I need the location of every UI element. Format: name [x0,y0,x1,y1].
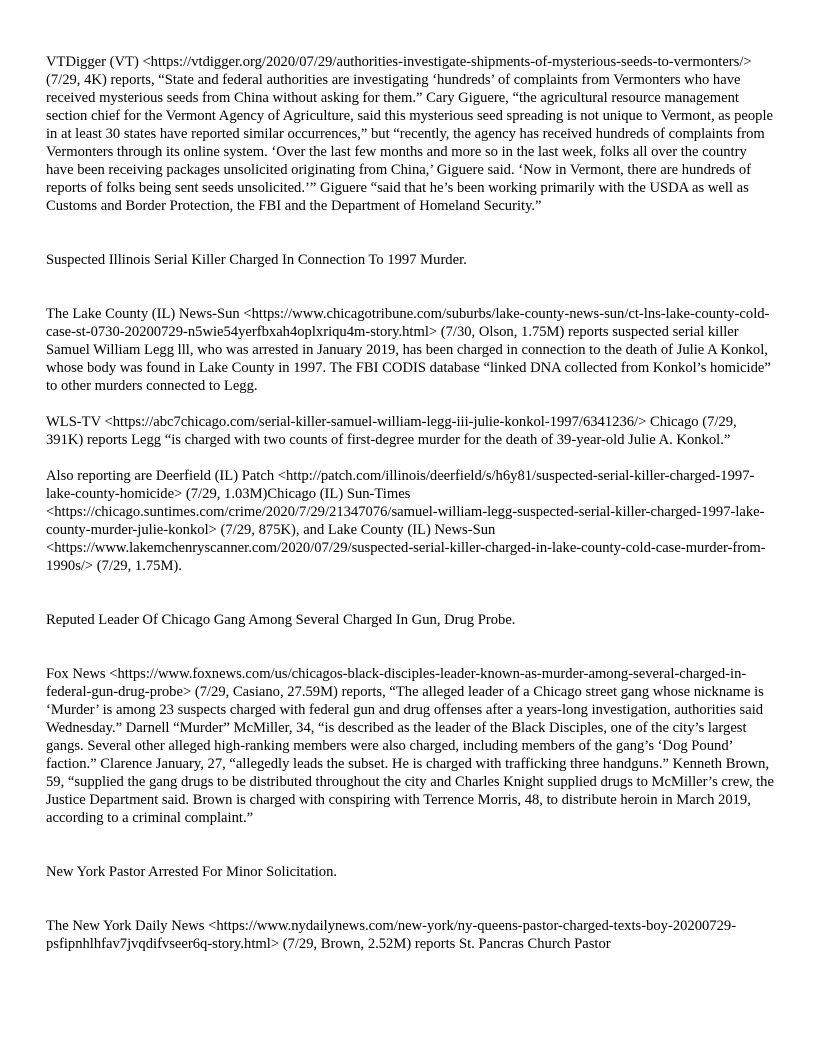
article-paragraph-lake-county-news-sun: The Lake County (IL) News-Sun <https://www.chicagotribune.com/suburbs/lake-county-news-sun/ct-lns-lake-county-cold-case-st-0730-20200729-n5wie54yerfbxah4oplxriqu4m-story.html> (7/30, Olson, 1.75M) reports suspected serial killer Samuel William Legg lll, who was arrested in January 2019, has been charged in connection to the death of Julie A Konkol, whose body was found in Lake County in 1997. The FBI CODIS database “linked DNA collected from Konkol’s homicide” to other murders connected to Legg. [46,306,771,394]
headline-chicago-gang-leader: Reputed Leader Of Chicago Gang Among Several Charged In Gun, Drug Probe. [46,612,516,628]
article-paragraph-ny-daily-news: The New York Daily News <https://www.nydailynews.com/new-york/ny-queens-pastor-charged-texts-boy-20200729-psfipnhlhfav7jvqdifvseer6q-story.html> (7/29, Brown, 2.52M) reports St. Pancras Church Pastor [46,918,737,952]
article-paragraph-vermont-seeds: VTDigger (VT) <https://vtdigger.org/2020/07/29/authorities-investigate-shipments-of-mysterious-seeds-to-vermonters/> (7/29, 4K) reports, “State and federal authorities are investigating ‘hundreds’ of complaints from Vermonters who have received mysterious seeds from China without asking for them.” Cary Giguere, “the agricultural resource management section chief for the Vermont Agency of Agriculture, said this mysterious seed spreading is not unique to Vermont, as people in at least 30 states have reported similar occurrences,” but “recently, the agency has received hundreds of complaints from Vermonters through its online system. ‘Over the last few months and more so in the last week, folks all over the country have been receiving packages unsolicited originating from China,’ Giguere said. ‘Now in Vermont, there are hundreds of reports of folks being sent seeds unsolicited.’” Giguere “said that he’s been working primarily with the USDA as well as Customs and Border Protection, the FBI and the Department of Homeland Security.” [46,54,773,214]
headline-illinois-serial-killer: Suspected Illinois Serial Killer Charged In Connection To 1997 Murder. [46,252,467,268]
article-paragraph-fox-news: Fox News <https://www.foxnews.com/us/chicagos-black-disciples-leader-known-as-murder-among-several-charged-in-federal-gun-drug-probe> (7/29, Casiano, 27.59M) reports, “The alleged leader of a Chicago street gang whose nickname is ‘Murder’ is among 23 suspects charged with federal gun and drug offenses after a years-long investigation, authorities said Wednesday.” Darnell “Murder” McMiller, 34, “is described as the leader of the Black Disciples, one of the city’s largest gangs. Several other alleged high-ranking members were also charged, including members of the gang’s ‘Dog Pound’ faction.” Clarence January, 27, “allegedly leads the subset. He is charged with trafficking three handguns.” Kenneth Brown, 59, “supplied the gang drugs to be distributed throughout the city and Charles Knight supplied drugs to McMiller’s crew, the Justice Department said. Brown is charged with conspiring with Terrence Morris, 48, to distribute heroin in March 2019, according to a criminal complaint.” [46,666,774,826]
article-paragraph-also-reporting: Also reporting are Deerfield (IL) Patch <http://patch.com/illinois/deerfield/s/h6y81/suspected-serial-killer-charged-1997-lake-county-homicide> (7/29, 1.03M)Chicago (IL) Sun-Times <https://chicago.suntimes.com/crime/2020/7/29/21347076/samuel-william-legg-suspected-serial-killer-charged-1997-lake-county-murder-julie-konkol> (7/29, 875K), and Lake County (IL) News-Sun <https://www.lakemchenryscanner.com/2020/07/29/suspected-serial-killer-charged-in-lake-county-cold-case-murder-from-1990s/> (7/29, 1.75M). [46,468,766,574]
headline-new-york-pastor: New York Pastor Arrested For Minor Solicitation. [46,864,338,880]
document-page [46,53,774,953]
article-paragraph-wls-tv: WLS-TV <https://abc7chicago.com/serial-killer-samuel-william-legg-iii-julie-konkol-1997/6341236/> Chicago (7/29, 391K) reports Legg “is charged with two counts of first-degree murder for the death of 39-year-old Julie A. Konkol.” [46,414,737,448]
